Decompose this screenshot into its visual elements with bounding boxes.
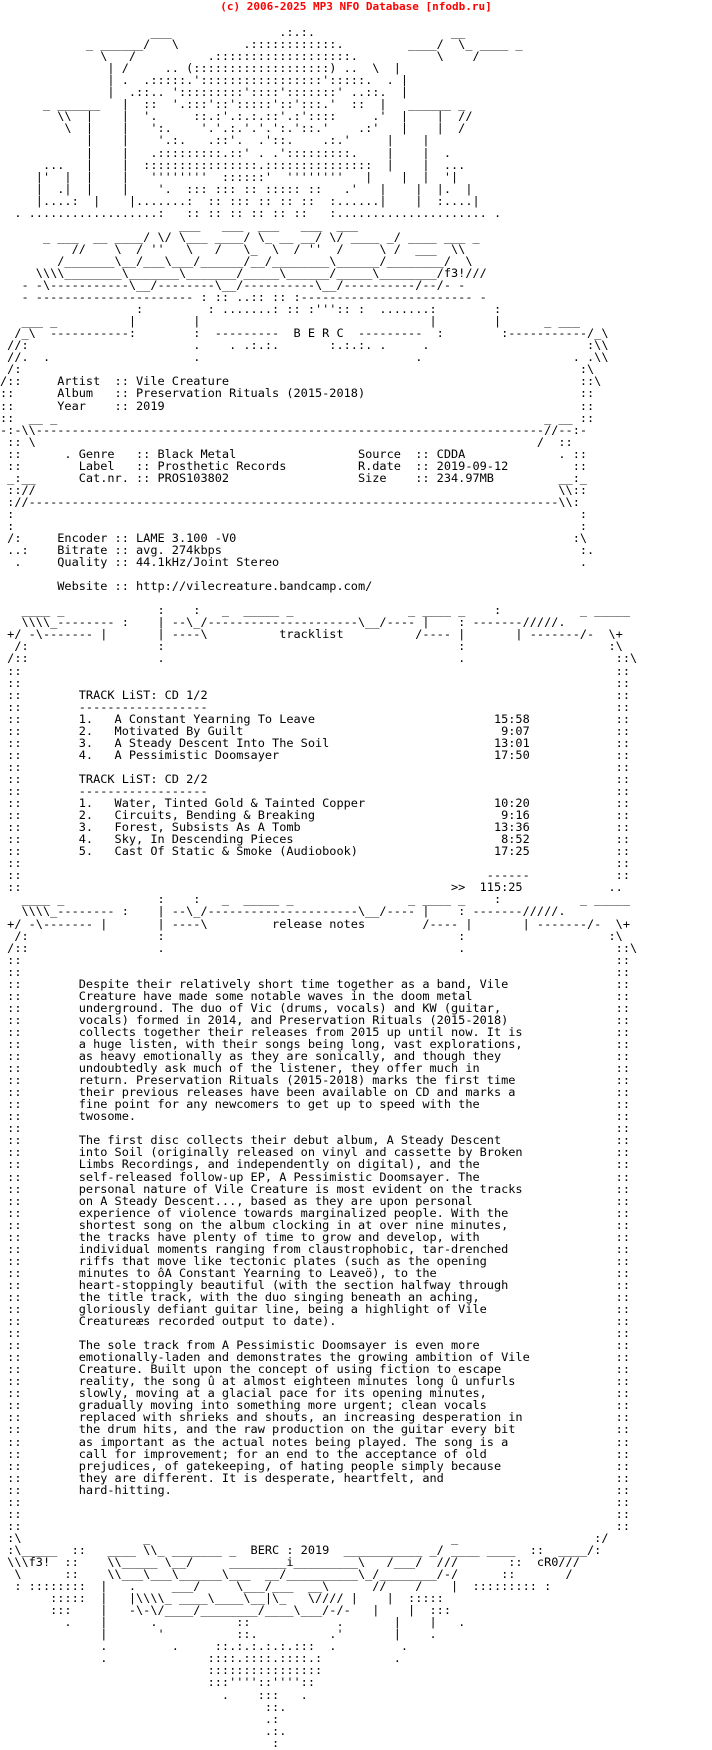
nfo-line: . | . :: . | | . [0,1615,466,1630]
nfo-line: :: minutes to ôA Constant Yearning to Leaveö), to the :: [0,1265,630,1280]
nfo-line: :: the title track, with the duo singing beneath an aching, :: [0,1289,630,1304]
nfo-line: Website :: http://vilecreature.bandcamp.com/ [0,579,373,594]
nfo-line: :: individual moments ranging from claustrophobic, tar-drenched :: [0,1241,630,1256]
nfo-line: :::''''::'''':: [0,1675,315,1690]
nfo-line: :: Creature have made some notable waves in the doom metal :: [0,988,630,1003]
nfo-line: :: reality, the song û at almost eighteen minutes long û unfurls :: [0,1374,630,1389]
nfo-line: | ' ::. .' | . [0,1627,437,1642]
nfo-line: ::: | -\-\/____/________/____\___/-/- | | ::: [0,1603,452,1618]
nfo-line: ://--------------------------------------------------------------------------\\: [0,494,580,509]
nfo-line: :: ------------------ :: [0,699,630,714]
nfo-line: \\\\________\_______\_______/_____\______/_____\________/f3!/// [0,265,487,280]
nfo-line: :: :: [0,1121,630,1136]
nfo-line: _ ______/ \ .::::::::::::. ____/ \_ ____ _ [0,37,523,52]
nfo-line: : :::::::: | . ___/ \___/___ __\ // / | ::::::::: : [0,1579,552,1594]
nfo-line: :: TRACK LiST: CD 2/2 :: [0,771,630,786]
nfo-line: _:__ Cat.nr. :: PROS103802 Size :: 234.97MB __:_ [0,470,588,485]
nfo-line: :: 2. Motivated By Guilt 9:07 :: [0,723,630,738]
nfo-line: :: TRACK LiST: CD 1/2 :: [0,687,630,702]
nfodb-header: (c) 2006-2025 MP3 NFO Database [nfodb.ru] [220,0,492,13]
nfo-line: :: call for improvement; for an end to the acceptance of old :: [0,1446,630,1461]
nfo-line: :: :: [0,1326,630,1341]
nfo-line: :: gloriously defiant guitar line, being a highlight of Vile :: [0,1302,630,1317]
nfo-line: :: twosome. :: [0,1109,630,1124]
nfo-line: |....: | |.......: :: ::: :: :: :: :......| | :....| [0,193,480,208]
nfo-line: :: Creatureæs recorded output to date). :: [0,1314,630,1329]
nfo-line: :: their previous releases have been available on CD and marks a :: [0,1085,630,1100]
nfo-line: . ::::.::::.::::.: . [0,1651,401,1666]
nfo-text-block [0,14,712,1750]
nfo-line: | | '.:. .::'. .'::. .:.' | | [0,133,430,148]
nfo-line: :: as important as the actual notes being played. The song is a :: [0,1434,630,1449]
nfo-line: :: ------------------ :: [0,784,630,798]
nfo-line: :: :: [0,663,630,678]
nfo-line: |' | | | '''''''' ::::::' '''''''' | | | '| [0,169,459,184]
nfo-line: - ---------------------- : :: ..:: :: :------------------------ - [0,290,487,305]
nfo-line: :: Label :: Prosthetic Records R.date :: 2019-09-12 :: [0,458,588,473]
nfo-line: \ / .:::::::::::::::::::. \ / [0,49,480,64]
nfo-line: :: prejudices, of gatekeeping, of hating people simply because :: [0,1458,630,1473]
nfo-line: /:: . . ::\ [0,940,638,955]
nfo-line: :: :: [0,1518,630,1533]
nfo-line: :: Limbs Recordings, and independently on digital), and the :: [0,1157,630,1172]
nfo-line: | / .. (:::::::::::::::::::) .. \ | [0,61,401,76]
nfo-line: : : .......: :: :''':: : .......: : [0,302,502,317]
nfo-line: .:. [0,1723,287,1738]
nfo-line: \\\f3! :: \\_____ \__/ ________i_________\ /___/ /// :: cR0/// [0,1555,580,1569]
nfo-line: +/ -\------- | | ----\ tracklist /---- | | -------/- \+ [0,627,623,642]
nfo-line: :::::::::::::::: [0,1663,323,1678]
nfo-line: :: :: [0,675,630,690]
nfo-line: /: :\ [0,362,595,377]
nfo-line: :: Album :: Preservation Rituals (2015-2018) :: [0,386,595,401]
nfo-line: :: \ / :: [0,434,573,449]
nfo-line: :: The sole track from A Pessimistic Doomsayer is even more :: [0,1338,630,1353]
nfo-line: :: emotionally-laden and demonstrates the growing ambition of Vile :: [0,1350,630,1365]
nfo-line: :: ------ :: [0,868,630,883]
nfo-line: :: self-released follow-up EP, A Pessimistic Doomsayer. The :: [0,1169,630,1184]
nfo-line: :: underground. The duo of Vic (drums, vocals) and KW (guitar, :: [0,1000,630,1015]
nfo-line: - -\-----------\__/--------\__/----------\__/----------/--/- - [0,278,466,293]
nfo-line: . ..................: :: :: :: :: :: :: :..................... . [0,205,502,220]
nfo-line: -:-\\-----------------------------------------------------------------------//--:- [0,422,588,437]
nfo-line: ::::: | |\\\\_ ____\____\__|\_ \//// | | ::::: [0,1591,444,1606]
nfo-line: :: they are different. It is desperate, heartfelt, and :: [0,1470,630,1485]
nfo-line: _ ______ | :: '.:::'::':::::'::':::.' :: | ______ _ [0,97,466,112]
nfo-line: :: slowly, moving at a glacial pace for its opening minutes, :: [0,1386,630,1401]
nfo-line: : [0,1735,280,1750]
nfo-line: ___ .:.:. __ [0,25,466,40]
nfo-line: :: experience of violence towards marginalized people. With the :: [0,1205,630,1220]
nfo-line: :: the tracks have plenty of time to grow and develop, with :: [0,1229,630,1244]
nfo-line: /:: . . ::\ [0,651,638,666]
nfo-line: : : [0,506,588,521]
nfo-line: | | .:::::::::.::' . .':::::::::. | | . [0,145,452,160]
nfo-line: :: gradually moving into something more urgent; clean vocals :: [0,1398,630,1413]
nfo-line: :: The first disc collects their debut album, A Steady Descent :: [0,1133,630,1148]
nfo-line: /: Encoder :: LAME 3.100 -V0 :\ [0,531,588,546]
nfo-line: ____ _ : : _ _____ _ _ ____ _ : _ _____ [0,892,630,907]
nfo-line: :: __ _ _ __ :: [0,410,595,425]
nfo-line: :: return. Preservation Rituals (2015-2018) marks the first time :: [0,1073,630,1088]
nfo-line: :: 2. Circuits, Bending & Breaking 9:16 :: [0,808,630,823]
nfo-line: :: :: [0,856,630,871]
nfo-line: | .::.. ':::::::::'::::':::::::' ..::. | [0,85,409,100]
nfo-line: /: : : :\ [0,639,623,654]
nfo-line: \\ | | '. ::.:'.:.:.::'.:':::: .' | | // [0,109,473,124]
nfo-line: :\_____ :: ____ \\_ _______ _ BERC : 2019 ___________ _/ ____ ____ :: ____/: [0,1542,602,1557]
nfo-line: :: 5. Cast Of Static & Smoke (Audiobook) 17:25 :: [0,844,630,859]
nfo-line: //. . . . . .\\ [0,350,609,365]
nfo-line: /:: Artist :: Vile Creature ::\ [0,374,602,389]
nfo-line: :: >> 115:25 .. [0,880,623,895]
nfo-line: :: 4. Sky, In Descending Pieces 8:52 :: [0,832,630,847]
nfo-line: :: Creature. Built upon the concept of using fiction to escape :: [0,1362,630,1377]
nfo-line: // \ / '' \ / \_ \ / '' / \ / ___ \\ [0,241,466,256]
nfo-line: :: 1. Water, Tinted Gold & Tainted Copper 10:20 :: [0,796,630,811]
nfo-line: :: . Genre :: Black Metal Source :: CDDA . :: [0,446,588,461]
nfo-line: /_______\__/___\___/______/__/________\______/________/ \ [0,253,473,268]
nfo-line: +/ -\------- | | ----\ release notes /---- | | -------/- \+ [0,916,630,931]
nfo-line: :\ _ _ :/ [0,1530,609,1545]
nfo-line: ..: Bitrate :: avg. 274kbps :. [0,543,595,558]
nfo-line: ::// \\:: [0,482,588,497]
nfo-line: :: 1. A Constant Yearning To Leave 15:58 :: [0,711,630,726]
nfo-line: :: replaced with shrieks and shouts, an increasing desperation in :: [0,1410,630,1425]
nfo-line: :: collects together their releases from 2015 up until now. It is :: [0,1024,630,1039]
nfo-line: :: fine point for any newcomers to get up to speed with the :: [0,1097,630,1112]
nfo-line: :: into Soil (originally released on vinyl and cassette by Broken :: [0,1145,630,1160]
nfo-line: :: as heavy emotionally as they are sonically, and though they :: [0,1049,630,1064]
nfo-line: :: hard-hitting. :: [0,1482,630,1497]
nfo-line: ... | | ::::::::::::::::.::::::::::::::: | | ... [0,157,466,172]
nfo-line: :: :: [0,759,630,774]
nfo-line: :: vocals) formed in 2014, and Preservation Rituals (2015-2018) :: [0,1012,630,1027]
nfo-line: /: : : :\ [0,928,623,943]
nfo-line: | .| | | '. ::: ::: :: ::::: :: .' | | |. | [0,181,473,196]
nfo-line: . Quality :: 44.1kHz/Joint Stereo . [0,555,588,570]
nfo-line: ____ _ : : _ _____ _ _ ____ _ : _ _____ [0,603,630,618]
nfo-line: _ ___ __ ____/ \/ \___ ____/ \_ __ __/ \/ ____ _/ ____ ___ _ [0,229,480,244]
nfo-line: .: [0,1711,280,1726]
nfo-line: //: . . .:.:. :.:.:. . . :\\ [0,338,609,353]
nfo-line: :: :: [0,964,630,979]
nfo-line: :: personal nature of Vile Creature is most evident on the tracks :: [0,1181,630,1196]
nfo-line: :: :: [0,1506,630,1521]
nfo-line: :: Year :: 2019 :: [0,398,595,413]
nfo-line: \ :: \\___\___\______\___ __/__________\_/________/-/ :: / [0,1567,573,1582]
nfo-line: ___ ___ ___ ___ ___ [0,217,358,232]
nfo-line: ___ _ | | | | _ ___ [0,314,580,329]
nfo-line: :: 3. A Steady Descent Into The Soil 13:01 :: [0,735,630,750]
nfo-line: :: undoubtedly ask much of the listener, they offer much in :: [0,1061,630,1076]
nfo-line: \\\\_-------- : | --\_/---------------------\__/---- | : -------/////. [0,615,566,630]
nfo-line: :: heart-stoppingly beautiful (with the section halfway through :: [0,1277,630,1292]
nfo-line: :: on A Steady Descent..., based as they are upon personal :: [0,1193,630,1208]
nfo-line: \\\\_-------- : | --\_/---------------------\__/---- | : -------/////. [0,904,566,919]
nfo-line: ::. [0,1699,287,1714]
nfo-line: | . .:::::.':::::::::::::::::':::::. . | [0,73,409,88]
nfo-line: :: 3. Forest, Subsists As A Tomb 13:36 :: [0,820,630,835]
nfo-line: :: shortest song on the album clocking in at over nine minutes, :: [0,1217,630,1232]
nfo-line: . . ::.:.:.:.:.::: . . [0,1639,409,1654]
nfo-line: : : [0,518,588,533]
nfo-line: :: the drum hits, and the raw production on the guitar every bit :: [0,1422,630,1437]
nfo-line: :: riffs that move like tectonic plates (such as the opening :: [0,1253,630,1268]
nfo-line: :: :: [0,1494,630,1509]
nfo-line: \ | | ':. '.'.:.'.'.':.'::.' .:' | | / [0,121,466,136]
nfo-line: :: Despite their relatively short time together as a band, Vile :: [0,976,630,991]
nfo-line: /_\ -----------: : --------- B E R C --------- : :-----------/_\ [0,326,609,341]
nfo-line: :: :: [0,952,630,967]
nfo-line: . ::: . [0,1687,308,1702]
nfo-line: :: a huge listen, with their songs being long, vast explorations, :: [0,1036,630,1051]
nfo-line: :: 4. A Pessimistic Doomsayer 17:50 :: [0,747,630,762]
